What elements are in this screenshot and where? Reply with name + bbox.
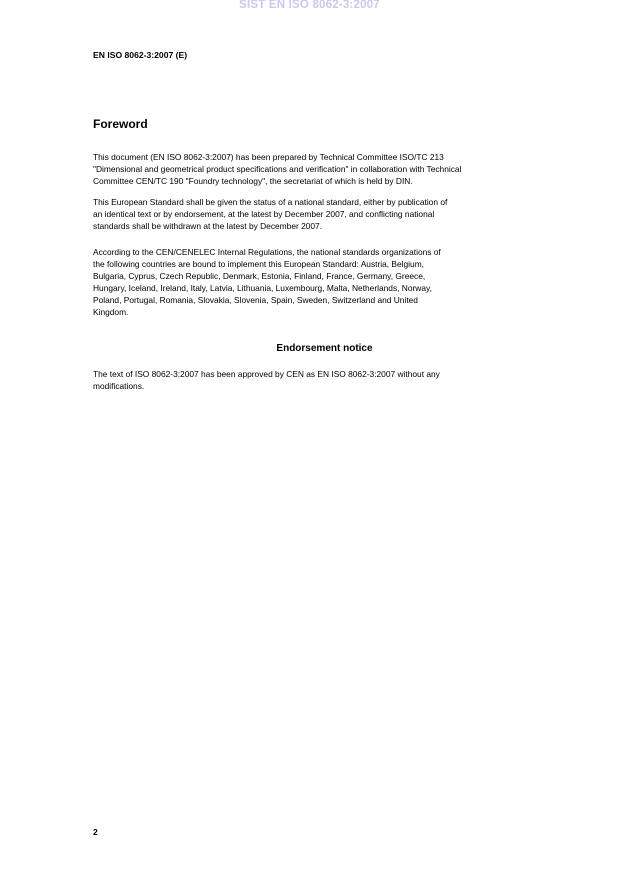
endorsement-paragraph <box>93 369 553 393</box>
watermark: SIST EN ISO 8062-3:2007 <box>239 0 380 11</box>
page-number: 2 <box>93 827 98 837</box>
foreword-paragraph-3 <box>93 247 553 318</box>
text-line: an identical text or by endorsement, at the latest by December 2007, and conflicting national <box>93 208 435 219</box>
document-header: EN ISO 8062-3:2007 (E) <box>93 50 188 60</box>
text-line: Kingdom. <box>93 306 129 317</box>
text-line: Poland, Portugal, Romania, Slovakia, Slovenia, Spain, Sweden, Switzerland and United <box>93 294 418 305</box>
text-line: This document (EN ISO 8062-3:2007) has been prepared by Technical Committee ISO/TC 213 <box>93 152 444 162</box>
text-line: Bulgaria, Cyprus, Czech Republic, Denmark, Estonia, Finland, France, Germany, Greece, <box>93 270 426 281</box>
text-line: modifications. <box>93 380 145 391</box>
text-line: The text of ISO 8062-3:2007 has been approved by CEN as EN ISO 8062-3:2007 without any <box>93 369 440 379</box>
text-line: According to the CEN/CENELEC Internal Regulations, the national standards organizations of <box>93 247 441 257</box>
foreword-paragraph-1 <box>93 152 553 188</box>
text-line: This European Standard shall be given the status of a national standard, either by publication of <box>93 197 448 207</box>
endorsement-heading: Endorsement notice <box>276 343 373 354</box>
text-line: "Dimensional and geometrical product specifications and verification" in collaboration with Technical <box>93 163 462 174</box>
foreword-heading: Foreword <box>93 117 148 131</box>
text-line: Hungary, Iceland, Ireland, Italy, Latvia, Lithuania, Luxembourg, Malta, Netherlands, Norway, <box>93 282 432 293</box>
text-line: the following countries are bound to implement this European Standard: Austria, Belgium, <box>93 258 425 269</box>
text-line: Committee CEN/TC 190 "Foundry technology", the secretariat of which is held by DIN. <box>93 175 413 186</box>
foreword-paragraph-2 <box>93 197 553 233</box>
text-line: standards shall be withdrawn at the latest by December 2007. <box>93 220 323 231</box>
